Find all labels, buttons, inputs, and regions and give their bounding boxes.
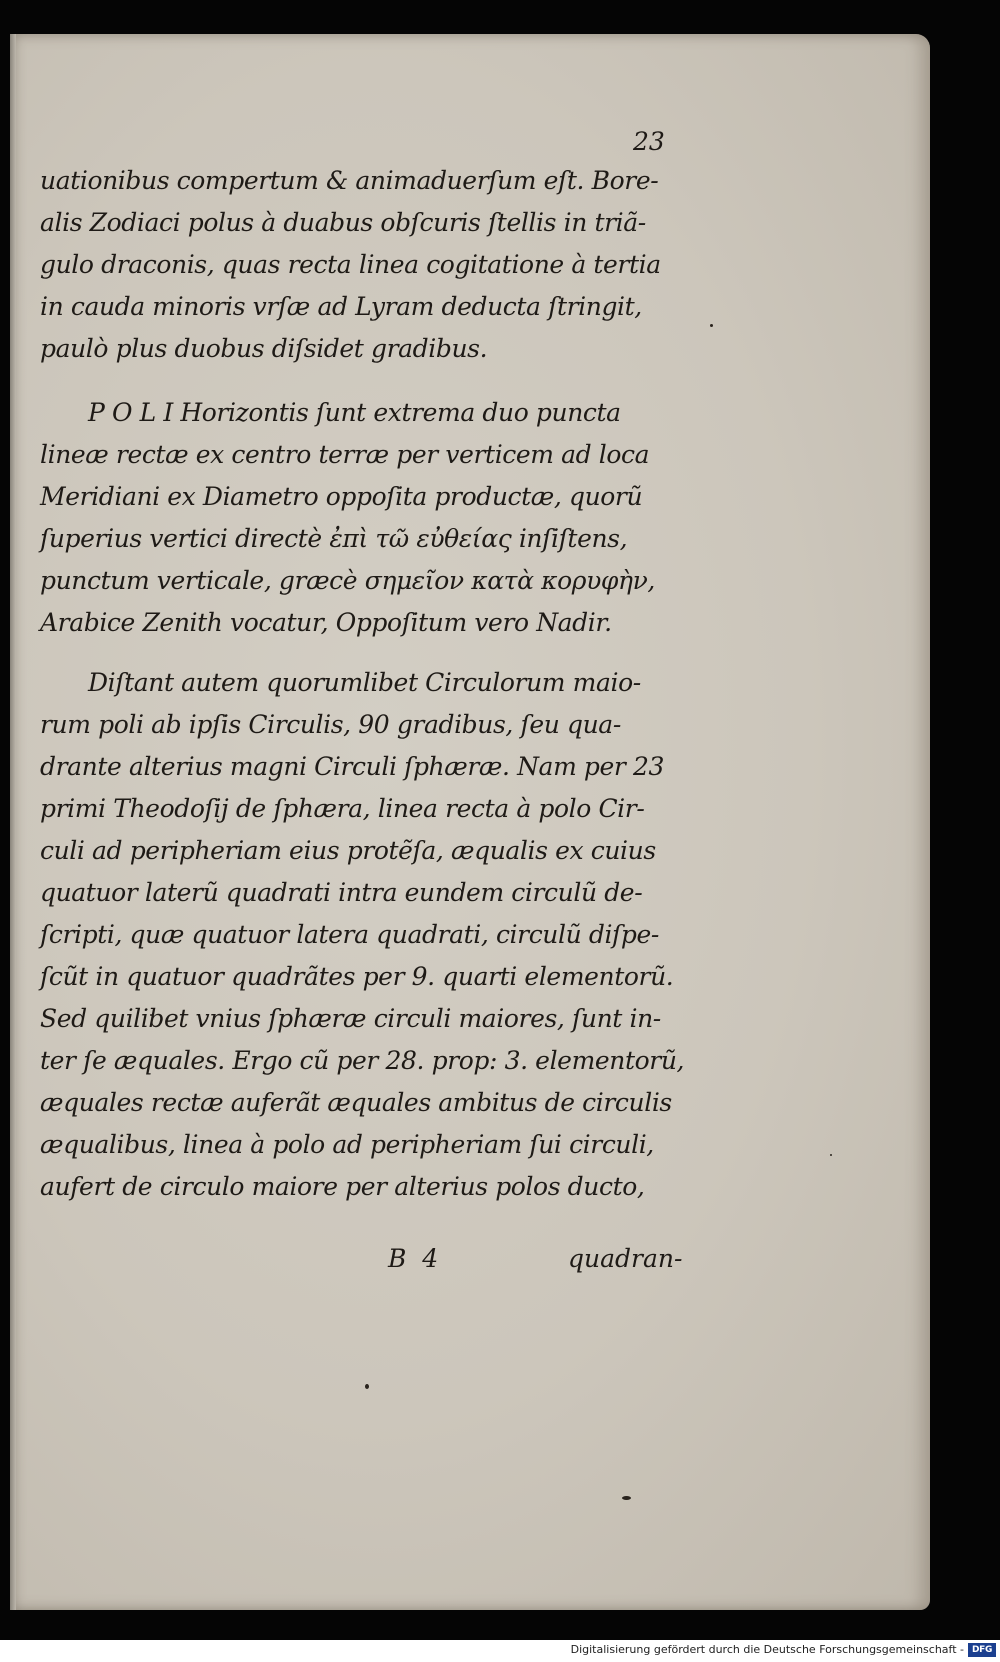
text-line: aufert de circulo maiore per alterius polos ducto, [40,1172,645,1201]
text-line: Diſtant autem quorumlibet Circulorum maio- [88,668,641,697]
text-line: quatuor laterũ quadrati intra eundem circulũ de- [40,878,643,907]
ink-speck [830,1154,832,1156]
catchword: quadran- [568,1244,683,1273]
text-line: paulò plus duobus diſsidet gradibus. [40,334,488,363]
digitization-footer [0,1640,1000,1662]
funding-credit: Digitalisierung gefördert durch die Deutsche Forschungsgemeinschaft - [570,1643,964,1656]
paragraph-1 [40,160,661,370]
text-line: P O L I Horizontis ſunt extrema duo puncta [88,398,621,427]
text-line: uationibus compertum & animaduerſum eſt. Bore- [40,166,659,195]
paragraph-3 [40,662,684,1208]
ink-speck [365,1384,369,1389]
page-gutter-edge [10,34,16,1610]
text-line: ter ſe æquales. Ergo cũ per 28. prop: 3. elementorũ, [40,1046,685,1075]
text-line: rum poli ab ipſis Circulis, 90 gradibus, ſeu qua- [40,710,621,739]
text-line: ſcripti, quæ quatuor latera quadrati, circulũ diſpe- [40,920,659,949]
text-line: punctum verticale, græcè σημεῖον κατὰ κορυφὴν, [40,566,655,595]
signature-mark: B 4 [388,1244,439,1273]
text-line: gulo draconis, quas recta linea cogitatione à tertia [40,250,661,279]
text-line: in cauda minoris vrſæ ad Lyram deducta ſtringit, [40,292,642,321]
text-line: primi Theodoſij de ſphæra, linea recta à polo Cir- [40,794,645,823]
text-line: lineæ rectæ ex centro terræ per verticem ad loca [40,440,650,469]
text-line: alis Zodiaci polus à duabus obſcuris ſtellis in triã- [40,208,646,237]
text-line: æqualibus, linea à polo ad peripheriam ſui circuli, [40,1130,654,1159]
paragraph-2 [40,392,655,644]
text-line: æquales rectæ auferãt æquales ambitus de circulis [40,1088,672,1117]
dfg-logo: DFG [968,1643,996,1657]
ink-speck [710,324,713,327]
page-number: 23 [633,127,665,156]
text-line: Arabice Zenith vocatur, Oppoſitum vero Nadir. [40,608,612,637]
text-line: ſcũt in quatuor quadrãtes per 9. quarti elementorũ. [40,962,674,991]
text-line: culi ad peripheriam eius protẽſa, æqualis ex cuius [40,836,656,865]
ink-speck [622,1496,631,1500]
text-line: drante alterius magni Circuli ſphæræ. Nam per 23 [40,752,665,781]
text-line: ſuperius vertici directè ἐπὶ τῶ εὐθείας inſiſtens, [40,524,628,553]
text-line: Meridiani ex Diametro oppoſita productæ, quorũ [40,482,643,511]
text-line: Sed quilibet vnius ſphæræ circuli maiores, ſunt in- [40,1004,661,1033]
